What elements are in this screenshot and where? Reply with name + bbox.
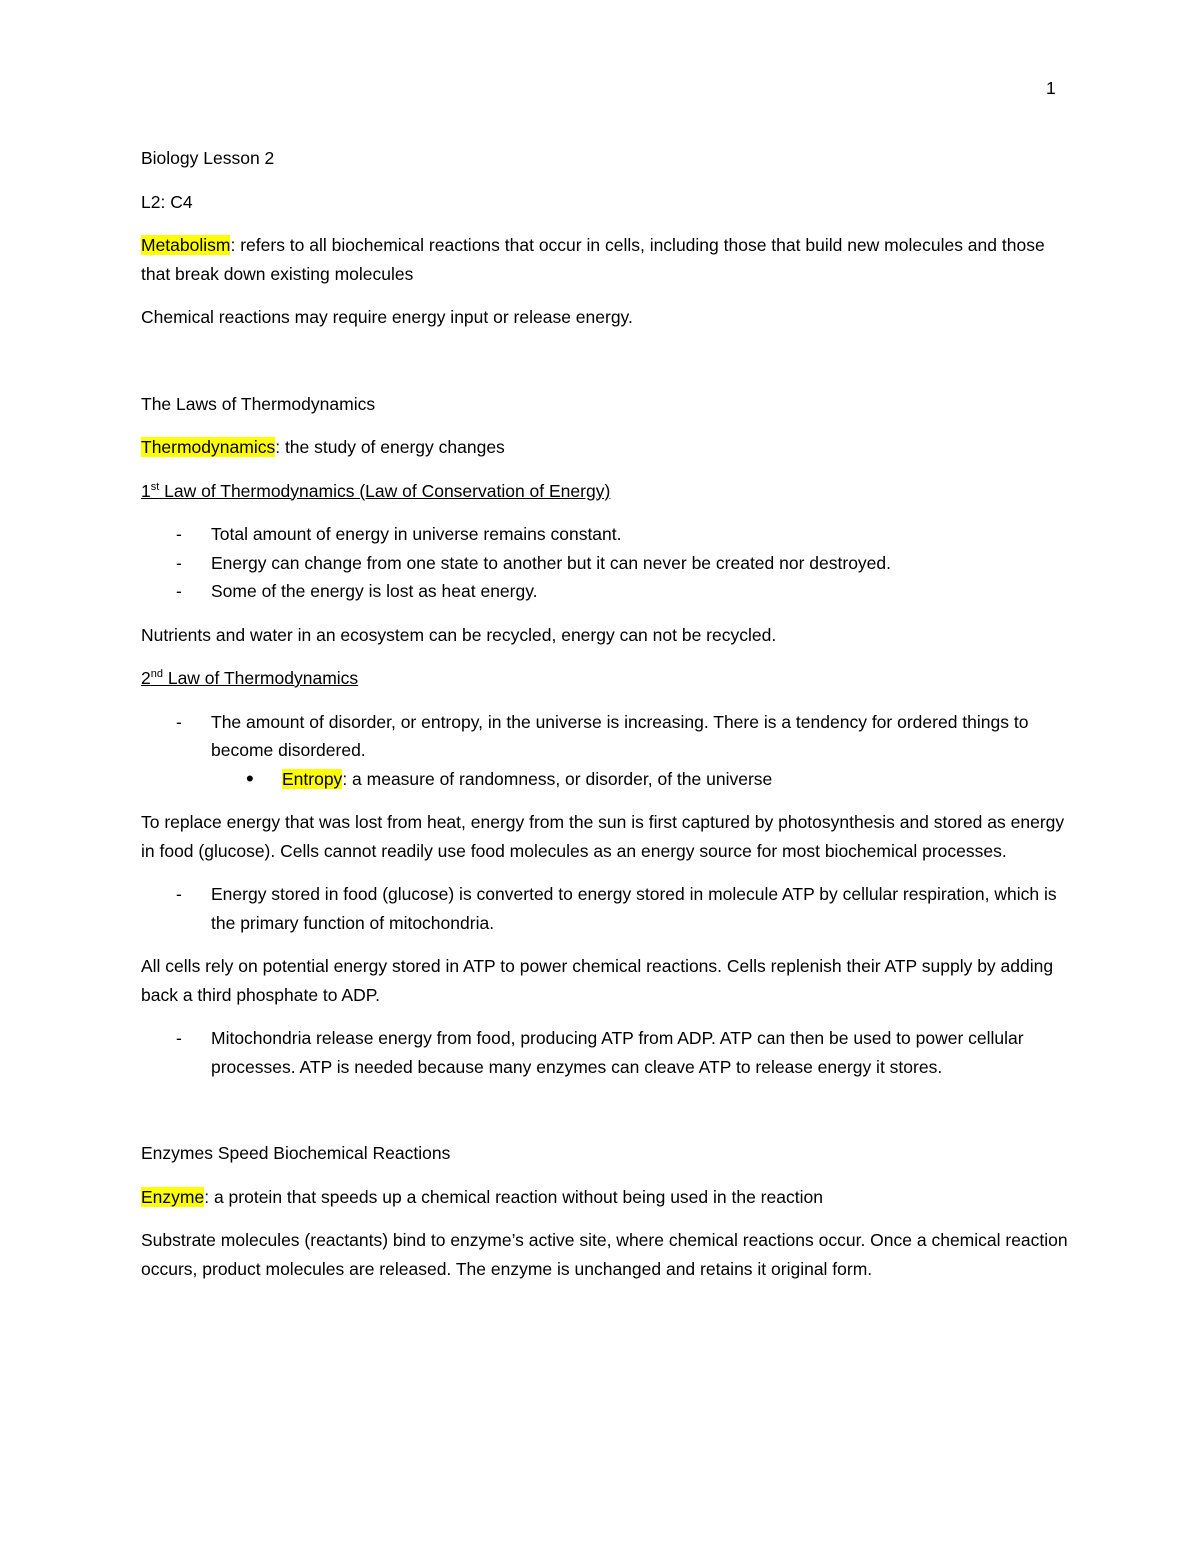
thermodynamics-term: Thermodynamics [141, 437, 276, 457]
first-law-list [141, 520, 1071, 606]
enzyme-definition [141, 1183, 1071, 1212]
first-law-heading [141, 477, 1071, 506]
respiration-list [141, 880, 1071, 937]
metabolism-text: : refers to all biochemical reactions that occur in cells, including those that build new molecules and those that break down existing molecules [141, 235, 1045, 284]
enzyme-text: : a protein that speeds up a chemical reaction without being used in the reaction [204, 1186, 823, 1207]
second-law-title: Law of Thermodynamics [162, 668, 359, 688]
list-item: - Total amount of energy in universe remains constant. [141, 520, 1071, 549]
second-law-sup: nd [150, 668, 163, 681]
replace-energy-text: To replace energy that was lost from heat, energy from the sun is first captured by photosynthesis and stored as energy in food (glucose). Cells cannot readily use food molecules as an energy source for most biochemical processes. [141, 812, 1065, 861]
substrate-text: Substrate molecules (reactants) bind to enzyme’s active site, where chemical reactions occur. Once a chemical reaction occurs, product molecules are released. The enzyme is unchanged and retains it original form. [141, 1230, 1068, 1279]
thermodynamics-definition [141, 433, 1071, 462]
list-item: - Energy stored in food (glucose) is converted to energy stored in molecule ATP by cellular respiration, which is the primary function of mitochondria. [141, 880, 1071, 937]
first-law-title: Law of Thermodynamics (Law of Conservation of Energy) [159, 480, 611, 501]
entropy-increase-text: The amount of disorder, or entropy, in the universe is increasing. There is a tendency for ordered things to become disordered. [211, 711, 1029, 760]
atp-text: All cells rely on potential energy stored in ATP to power chemical reactions. Cells replenish their ATP supply by adding back a third phosphate to ADP. [141, 956, 1054, 1005]
first-law-sup: st [150, 480, 160, 493]
lesson-code: L2: C4 [141, 191, 193, 212]
second-law-list [141, 708, 1071, 794]
chemical-reactions-text: Chemical reactions may require energy input or release energy. [141, 307, 633, 327]
list-item: - Mitochondria release energy from food, producing ATP from ADP. ATP can then be used to power cellular processes. ATP is needed because many enzymes can cleave ATP to release energy it stores. [141, 1024, 1071, 1081]
list-item: - Some of the energy is lost as heat energy. [141, 577, 1071, 606]
thermodynamics-heading: The Laws of Thermodynamics [141, 393, 376, 414]
enzyme-term: Enzyme [141, 1186, 205, 1207]
mitochondria-list [141, 1024, 1071, 1081]
first-law-num: 1 [141, 480, 151, 501]
metabolism-term: Metabolism [141, 235, 231, 255]
entropy-text: : a measure of randomness, or disorder, of the universe [342, 768, 773, 789]
list-item: - Energy can change from one state to another but it can never be created nor destroyed. [141, 549, 1071, 578]
list-item [141, 708, 1071, 794]
lesson-title: Biology Lesson 2 [141, 148, 275, 168]
document-body [141, 144, 1071, 1298]
page-number: 1 [1046, 78, 1056, 98]
thermodynamics-text: : the study of energy changes [275, 437, 505, 457]
nutrients-text: Nutrients and water in an ecosystem can be recycled, energy can not be recycled. [141, 624, 777, 645]
entropy-sublist [211, 765, 1071, 794]
second-law-heading [141, 664, 1071, 693]
enzymes-heading: Enzymes Speed Biochemical Reactions [141, 1143, 451, 1163]
entropy-term: Entropy [282, 768, 343, 789]
metabolism-definition [141, 231, 1071, 288]
list-item [211, 765, 1071, 794]
second-law-num: 2 [141, 668, 151, 688]
